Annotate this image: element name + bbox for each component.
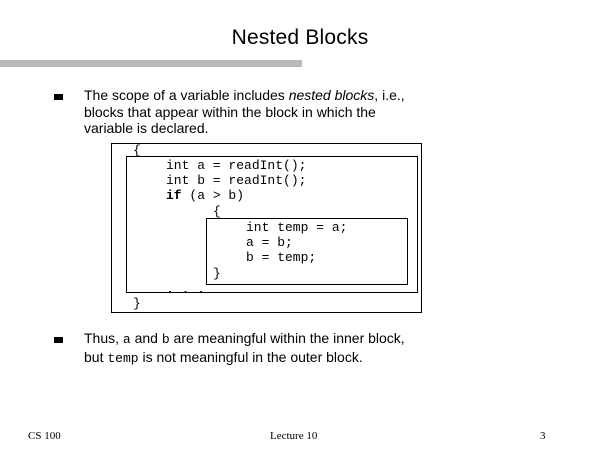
bullet-2-seg5: is not meaningful in the outer block. [138,348,363,365]
var-a: a [122,332,131,347]
code-ellipsis: . . . [166,282,206,297]
code-line-a: int a = readInt(); [166,158,307,173]
bullet-1-line1-suffix: , i.e., [374,87,405,103]
code-outer-open-brace: { [133,143,141,158]
if-condition: (a > b) [181,188,245,203]
code-inner-line-1: int temp = a; [246,220,348,235]
bullet-2-seg2: and [130,330,162,346]
title-underline [0,60,302,67]
code-inner-line-2: a = b; [246,235,293,250]
bullet-1-italic-term: nested blocks [288,87,375,103]
bullet-2-seg4: but [84,348,108,365]
bullet-marker [54,94,63,100]
if-keyword: if [166,188,182,203]
slide-title: Nested Blocks [231,26,369,49]
code-outer-close-brace: } [133,296,141,311]
bullet-1-line2: blocks that appear within the block in which the [84,103,376,120]
bullet-marker [54,337,63,343]
bullet-2-text [84,330,554,367]
code-inner-close-brace: } [213,266,221,281]
code-inner-line-3: b = temp; [246,250,317,265]
var-temp: temp [107,350,139,366]
footer-lecture: Lecture 10 [270,430,318,442]
code-inner-open-brace: { [213,204,221,219]
page-number: 3 [540,430,546,442]
bullet-1-line3: variable is declared. [84,120,209,136]
bullet-2-seg1: Thus, [84,330,123,346]
footer-course: CS 100 [28,430,61,442]
code-line-if [166,188,244,203]
bullet-1-text [84,87,554,137]
var-b: b [161,332,170,347]
code-line-b: int b = readInt(); [166,173,307,188]
bullet-2-seg3: are meaningful within the inner block, [169,330,405,346]
bullet-1-line1-prefix: The scope of a variable includes [84,87,289,103]
